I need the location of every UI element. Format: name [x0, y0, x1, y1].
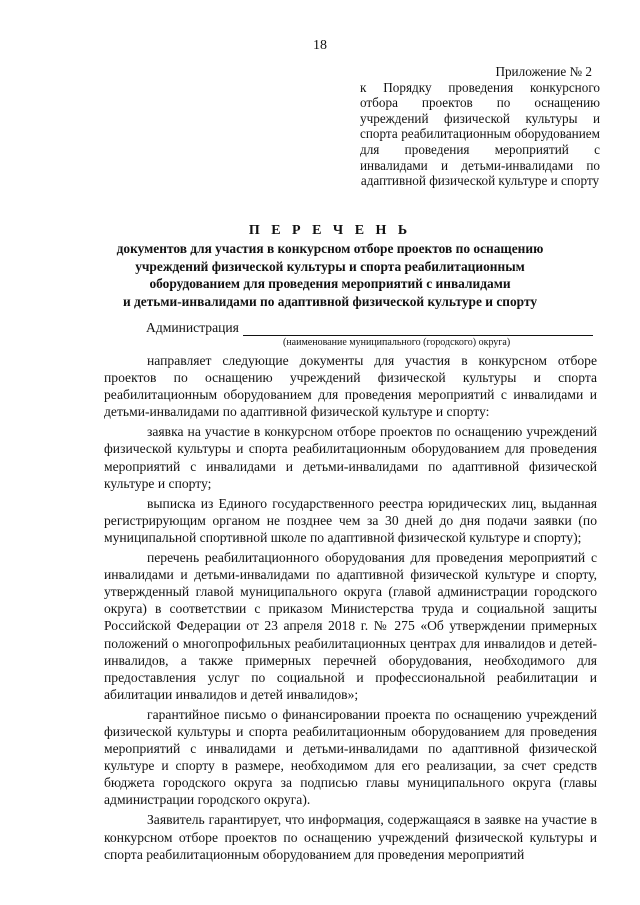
paragraph: направляет следующие документы для участия в конкурсном отборе проектов по оснащению учреждений физической культуры и спорта реабилитационным оборудованием для проведения мероприятий с инвалидами и детьми-инвалидами по адаптивной физической культуре и спорту: — [104, 353, 597, 420]
page-number: 18 — [313, 38, 327, 53]
title-line: документов для участия в конкурсном отборе проектов по оснащению — [116, 241, 544, 256]
paragraph: Заявитель гарантирует, что информация, содержащаяся в заявке на участие в конкурсном отборе проектов по оснащению учреждений физической культуры и спорта реабилитационным оборудованием для проведения мероприятий — [104, 812, 597, 862]
admin-row — [146, 320, 596, 336]
paragraph: перечень реабилитационного оборудования для проведения мероприятий с инвалидами и детьми-инвалидами по адаптивной физической культуре и спорту, утвержденный главой муниципального округа (главой администрации городского округа) в соответствии с приказом Министерства труда и социальной защиты Российской Федерации от 23 апреля 2018 г. № 275 «Об утверждении примерных положений о многопрофильных реабилитационных центрах для инвалидов и детей-инвалидов, а также примерных перечней оборудования, необходимого для предоставления услуг по социальной и профессиональной реабилитации и абилитации инвалидов и детей инвалидов»; — [104, 550, 597, 702]
appendix-block — [360, 64, 600, 189]
title-line: учреждений физической культуры и спорта реабилитационным — [135, 258, 525, 274]
appendix-title: Приложение № 2 — [495, 64, 592, 79]
title-line: оборудованием для проведения мероприятий с инвалидами — [149, 276, 511, 291]
appendix-body: к Порядку проведения конкурсного отбора проектов по оснащению учреждений физической культуры и спорта реабилитационным оборудованием для проведения мероприятий с инвалидами и детьми-инвалидами по адаптивной физической культуре и спорту — [360, 79, 600, 189]
paragraph: заявка на участие в конкурсном отборе проектов по оснащению учреждений физической культуры и спорта реабилитационным оборудованием для проведения мероприятий с инвалидами и детьми-инвалидами по адаптивной физической культуре и спорту; — [104, 424, 597, 491]
paragraph: гарантийное письмо о финансировании проекта по оснащению учреждений физической культуры и спорта реабилитационным оборудованием для проведения мероприятий с инвалидами и детьми-инвалидами по адаптивной физической культуре и спорту в размере, необходимом для его реализации, за счет средств бюджета городского округа за подписью главы муниципального округа (главы администрации городского округа). — [104, 706, 597, 808]
title-line: и детьми-инвалидами по адаптивной физической культуре и спорту — [122, 293, 538, 309]
body-text — [104, 352, 597, 866]
paragraph: выписка из Единого государственного реестра юридических лиц, выданная регистрирующим органом не позднее чем за 30 дней до дня подачи заявки (по муниципальной спортивной школе по адаптивной физической культуре и спорту); — [104, 495, 597, 545]
document-title — [80, 222, 580, 310]
admin-caption: (наименование муниципального (городского) округа) — [283, 337, 511, 348]
admin-blank-line — [243, 335, 593, 336]
title-heading: П Е Р Е Ч Е Н Ь — [248, 223, 412, 238]
admin-label: Администрация — [146, 320, 239, 335]
